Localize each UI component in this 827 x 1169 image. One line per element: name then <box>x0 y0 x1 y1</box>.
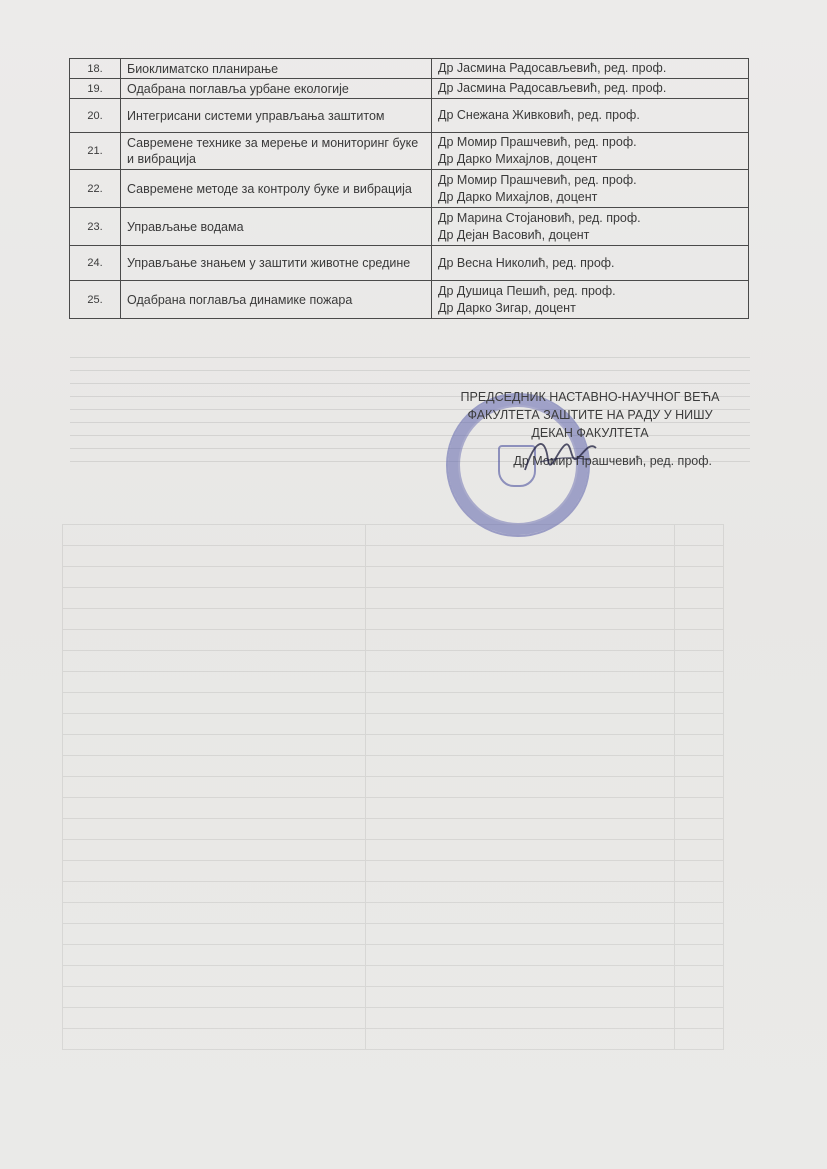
table-row <box>70 99 749 133</box>
professor-name: Др Момир Прашчевић, ред. проф. <box>438 172 637 187</box>
row-number: 18. <box>70 59 121 79</box>
row-number: 25. <box>70 281 121 319</box>
course-title: Одабрана поглавља динамике пожара <box>121 281 432 319</box>
row-number: 22. <box>70 170 121 208</box>
signature-title-line3: ДЕКАН ФАКУЛТЕТА <box>531 426 649 440</box>
professor-cell <box>432 208 749 246</box>
professor-cell <box>432 59 749 79</box>
course-title: Управљање знањем у заштити животне средине <box>121 246 432 281</box>
professor-cell <box>432 246 749 281</box>
professor-cell <box>432 99 749 133</box>
professor-name: Др Јасмина Радосављевић, ред. проф. <box>438 81 667 95</box>
professor-cell <box>432 79 749 99</box>
table-row <box>70 246 749 281</box>
professor-name: Др Душица Пешић, ред. проф. <box>438 283 616 298</box>
professor-name: Др Весна Николић, ред. проф. <box>438 255 615 270</box>
course-table <box>69 58 749 319</box>
signature-title-line1: ПРЕДСЕДНИК НАСТАВНО-НАУЧНОГ ВЕЋА <box>460 390 720 404</box>
table-row <box>70 170 749 208</box>
course-title: Савремене технике за мерење и мониторинг буке и вибрација <box>121 133 432 170</box>
table-row <box>70 79 749 99</box>
course-title: Биоклиматско планирање <box>121 59 432 79</box>
handwritten-signature <box>520 430 600 480</box>
signatory-name: Др Момир Прашчевић, ред. проф. <box>513 454 712 468</box>
professor-cell <box>432 281 749 319</box>
row-number: 24. <box>70 246 121 281</box>
professor-name: Др Дарко Зигар, доцент <box>438 300 576 315</box>
professor-name: Др Дарко Михајлов, доцент <box>438 189 598 204</box>
bleed-through-table <box>62 524 724 1050</box>
professor-name: Др Дејан Васовић, доцент <box>438 227 590 242</box>
course-title: Одабрана поглавља урбане екологије <box>121 79 432 99</box>
course-title: Управљање водама <box>121 208 432 246</box>
row-number: 23. <box>70 208 121 246</box>
table-row <box>70 133 749 170</box>
table-row <box>70 59 749 79</box>
table-row <box>70 208 749 246</box>
professor-name: Др Момир Прашчевић, ред. проф. <box>438 135 637 149</box>
professor-name: Др Дарко Михајлов, доцент <box>438 152 598 166</box>
course-title: Савремене методе за контролу буке и вибрација <box>121 170 432 208</box>
row-number: 20. <box>70 99 121 133</box>
table-row <box>70 281 749 319</box>
row-number: 21. <box>70 133 121 170</box>
course-title: Интегрисани системи управљања заштитом <box>121 99 432 133</box>
professor-name: Др Снежана Живковић, ред. проф. <box>438 108 640 122</box>
professor-cell <box>432 133 749 170</box>
professor-name: Др Марина Стојановић, ред. проф. <box>438 210 641 225</box>
row-number: 19. <box>70 79 121 99</box>
professor-name: Др Јасмина Радосављевић, ред. проф. <box>438 61 667 75</box>
signature-title-line2: ФАКУЛТЕТА ЗАШТИТЕ НА РАДУ У НИШУ <box>467 408 713 422</box>
professor-cell <box>432 170 749 208</box>
